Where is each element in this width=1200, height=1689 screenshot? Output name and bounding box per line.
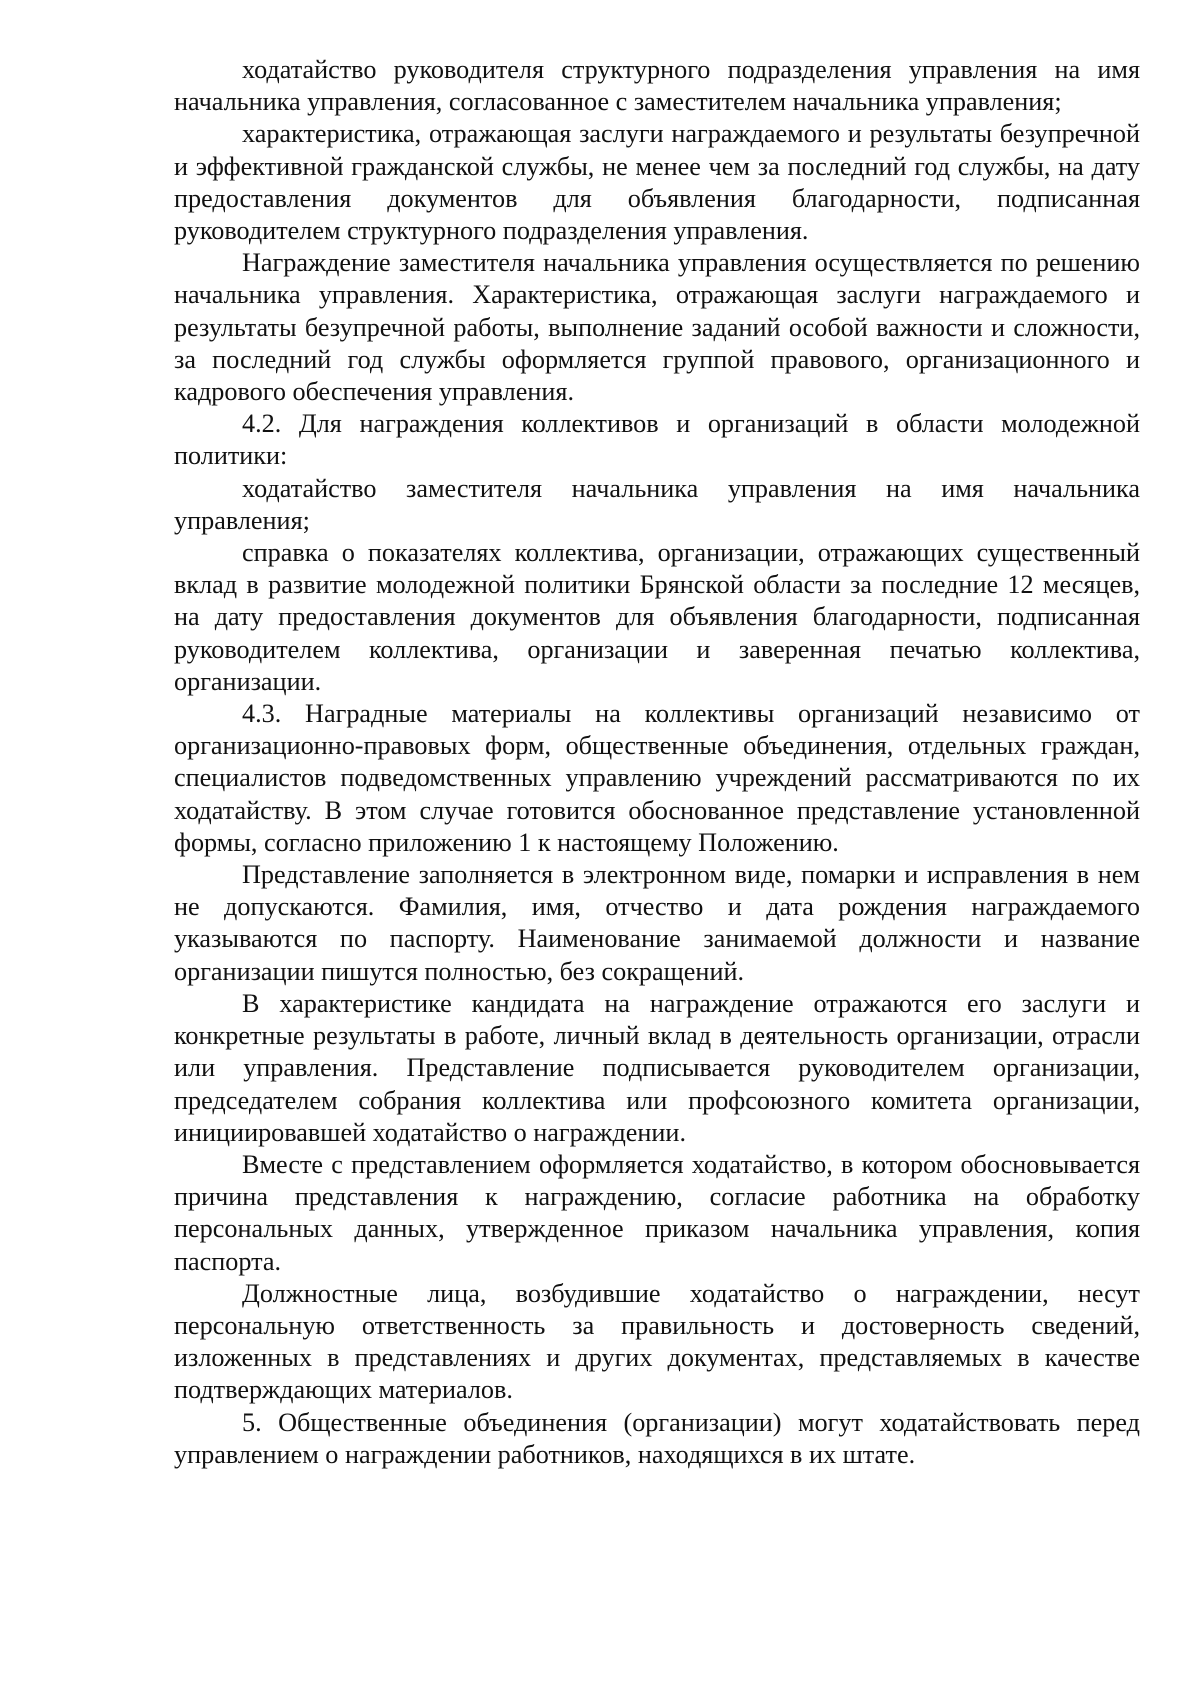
paragraph-section-4-3: 4.3. Наградные материалы на коллективы организаций независимо от организационно-правовых форм, общественные объединения, отдельных граждан, специалистов подведомственных управлению учреждений рассматриваются по их ходатайству. В этом случае готовится обоснованное представление установленной формы, согласно приложению 1 к настоящему Положению. <box>174 699 1140 857</box>
paragraph-petition-with-submission: Вместе с представлением оформляется ходатайство, в котором обосновывается причина представления к награждению, согласие работника на обработку персональных данных, утвержденное приказом начальника управления, копия паспорта. <box>174 1149 1140 1276</box>
paragraph-petition-structural-head: ходатайство руководителя структурного подразделения управления на имя начальника управления, согласованное с заместителем начальника управления; <box>174 55 1140 117</box>
paragraph-officials-responsibility: Должностные лица, возбудившие ходатайство о награждении, несут персональную ответственность за правильность и достоверность сведений, изложенных в представлениях и других документах, представляемых в качестве подтверждающих материалов. <box>174 1278 1140 1405</box>
document-page <box>174 54 1140 1471</box>
paragraph-section-5: 5. Общественные объединения (организации) могут ходатайствовать перед управлением о награждении работников, находящихся в их штате. <box>174 1407 1140 1469</box>
paragraph-candidate-characteristic: В характеристике кандидата на награждение отражаются его заслуги и конкретные результаты в работе, личный вклад в деятельность организации, отрасли или управления. Представление подписывается руководителем организации, председателем собрания коллектива или профсоюзного комитета организации, инициировавшей ходатайство о награждении. <box>174 988 1140 1147</box>
paragraph-certificate-indicators: справка о показателях коллектива, организации, отражающих существенный вклад в развитие молодежной политики Брянской области за последние 12 месяцев, на дату предоставления документов для объявления благодарности, подписанная руководителем коллектива, организации и заверенная печатью коллектива, организации. <box>174 538 1140 696</box>
paragraph-deputy-award: Награждение заместителя начальника управления осуществляется по решению начальника управления. Характеристика, отражающая заслуги награждаемого и результаты безупречной работы, выполнение заданий особой важности и сложности, за последний год службы оформляется группой правового, организационного и кадрового обеспечения управления. <box>174 248 1140 407</box>
paragraph-characteristic-service: характеристика, отражающая заслуги награждаемого и результаты безупречной и эффективной гражданской службы, не менее чем за последний год службы, на дату предоставления документов для объявления благодарности, подписанная руководителем структурного подразделения управления. <box>174 119 1140 246</box>
paragraph-petition-deputy: ходатайство заместителя начальника управления на имя начальника управления; <box>174 473 1140 535</box>
paragraph-section-4-2: 4.2. Для награждения коллективов и организаций в области молодежной политики: <box>174 409 1140 471</box>
paragraph-submission-electronic: Представление заполняется в электронном виде, помарки и исправления в нем не допускаются. Фамилия, имя, отчество и дата рождения награждаемого указываются по паспорту. Наименование занимаемой должности и название организации пишутся полностью, без сокращений. <box>174 860 1140 986</box>
